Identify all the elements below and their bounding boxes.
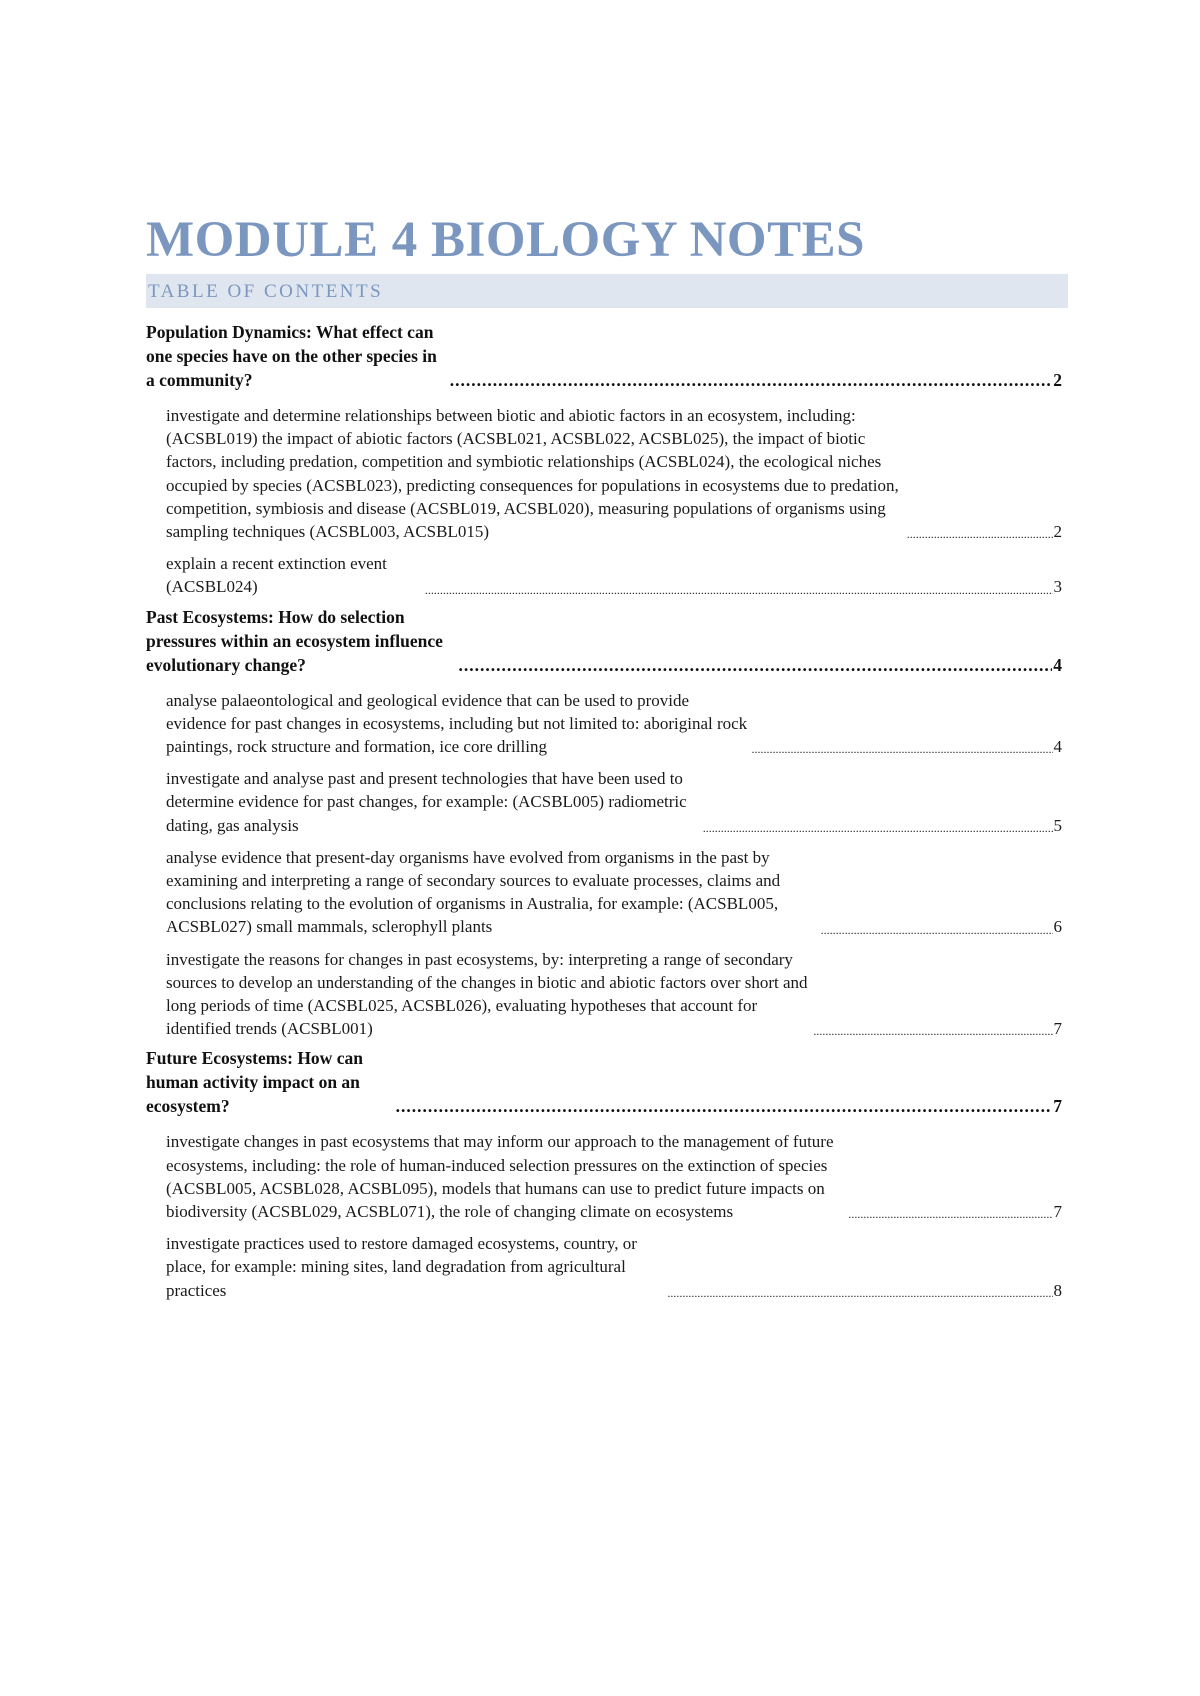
toc-entry-text: Future Ecosystems: How can human activity impact on an ecosystem?	[146, 1048, 363, 1117]
toc-heading-banner	[146, 274, 1068, 308]
toc-leader-dots	[425, 581, 1053, 599]
toc-entry-restore-ecosystems[interactable]	[146, 1232, 1062, 1302]
toc-entry-text: analyse palaeontological and geological evidence that can be used to provide evidence for past changes in ecosystems, including but not limited to: aboriginal rock paintings, rock structure and formation, ice core drilling	[166, 690, 748, 757]
toc-page-number: 4	[1053, 654, 1062, 675]
toc-entry-text: Past Ecosystems: How do selection pressures within an ecosystem influence evolutionary change?	[146, 606, 443, 675]
toc-page-number: 6	[1053, 917, 1062, 937]
toc-heading: TABLE OF CONTENTS	[148, 281, 384, 302]
toc-entry-palaeontological-evidence[interactable]	[146, 689, 1062, 759]
toc-leader-dots	[907, 525, 1053, 543]
toc-leader-dots	[458, 653, 1052, 677]
document-title: MODULE 4 BIOLOGY NOTES	[146, 212, 865, 268]
toc-page-number: 7	[1053, 1202, 1062, 1222]
toc-entry-text: explain a recent extinction event (ACSBL024)	[166, 554, 387, 597]
toc-entry-recent-extinction[interactable]	[146, 552, 1062, 598]
toc-leader-dots	[813, 1022, 1052, 1040]
toc-entry-population-dynamics[interactable]	[146, 320, 1062, 392]
toc-entry-text: investigate and determine relationships between biotic and abiotic factors in an ecosystem, including: (ACSBL019) the impact of abiotic factors (ACSBL021, ACSBL022, ACSBL025), the impact of biotic factors, including predation, competition and symbiotic relationships (ACSBL024), the ecological niches occupied by species (ACSBL023), predicting consequences for populations in ecosystems due to predation, competition, symbiosis and disease (ACSBL019, ACSBL020), measuring populations of organisms using sampling techniques (ACSBL003, ACSBL015)	[166, 406, 899, 542]
toc-entry-past-ecosystems[interactable]	[146, 605, 1062, 677]
toc-page-number: 5	[1053, 815, 1062, 835]
toc-page-number: 7	[1053, 1019, 1062, 1039]
toc-entry-text: investigate changes in past ecosystems that may inform our approach to the management of future ecosystems, including: the role of human-induced selection pressures on the extinction of species (ACSBL005, ACSBL028, ACSBL095), models that humans can use to predict future impacts on biodiversity (ACSBL029, ACSBL071), the role of changing climate on ecosystems	[166, 1132, 834, 1222]
table-of-contents	[146, 320, 1062, 1302]
document-page	[146, 210, 1068, 1302]
toc-page-number: 7	[1053, 1096, 1062, 1117]
toc-page-number: 8	[1053, 1280, 1062, 1300]
toc-leader-dots	[821, 921, 1053, 939]
toc-leader-dots	[848, 1205, 1052, 1223]
toc-page-number: 3	[1053, 577, 1062, 597]
toc-entry-management-future-ecosystems[interactable]	[146, 1130, 1062, 1223]
toc-entry-past-present-technologies[interactable]	[146, 767, 1062, 837]
toc-leader-dots	[703, 819, 1053, 837]
toc-entry-reasons-for-change[interactable]	[146, 948, 1062, 1041]
toc-entry-future-ecosystems[interactable]	[146, 1046, 1062, 1118]
toc-leader-dots	[751, 740, 1052, 758]
toc-leader-dots	[396, 1094, 1053, 1118]
toc-leader-dots	[667, 1284, 1052, 1302]
toc-entry-text: Population Dynamics: What effect can one species have on the other species in a community?	[146, 322, 437, 390]
toc-entry-text: investigate the reasons for changes in past ecosystems, by: interpreting a range of secondary sources to develop an understanding of the changes in biotic and abiotic factors over short and long periods of time (ACSBL025, ACSBL026), evaluating hypotheses that account for identified trends (ACSBL001)	[166, 949, 808, 1039]
toc-entry-text: investigate practices used to restore damaged ecosystems, country, or place, for example: mining sites, land degradation from agricultural practices	[166, 1234, 637, 1300]
toc-page-number: 2	[1053, 522, 1062, 542]
toc-entry-text: analyse evidence that present-day organisms have evolved from organisms in the past by examining and interpreting a range of secondary sources to evaluate processes, claims and conclusions relating to the evolution of organisms in Australia, for example: (ACSBL005, ACSBL027) small mammals, sclerophyll plants	[166, 847, 781, 937]
toc-page-number: 2	[1053, 370, 1062, 390]
toc-entry-evolution-evidence[interactable]	[146, 846, 1062, 939]
toc-leader-dots	[450, 368, 1053, 392]
toc-page-number: 4	[1053, 737, 1062, 757]
toc-entry-biotic-abiotic-relationships[interactable]	[146, 404, 1062, 543]
toc-entry-text: investigate and analyse past and present technologies that have been used to determine evidence for past changes, for example: (ACSBL005) radiometric dating, gas analysis	[166, 769, 687, 835]
